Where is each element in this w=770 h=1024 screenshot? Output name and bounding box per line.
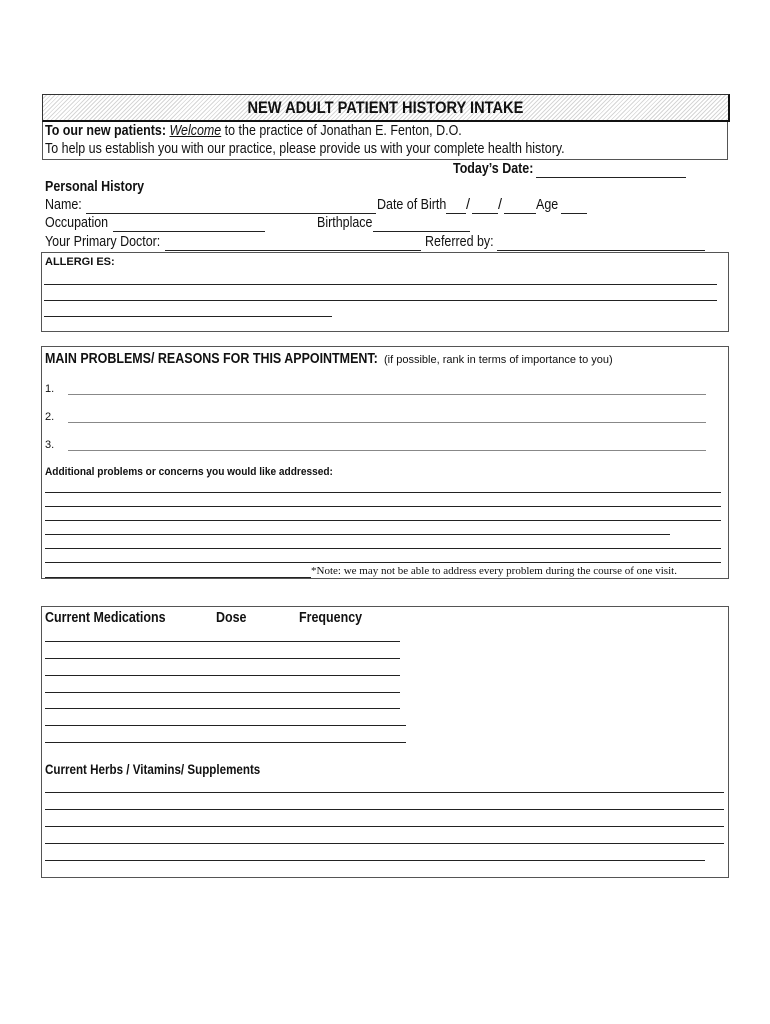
medications-col-dose: Dose (216, 610, 247, 626)
additional-line-6[interactable] (45, 562, 721, 563)
dob-year-field[interactable] (504, 213, 536, 214)
supplements-heading: Current Herbs / Vitamins/ Supplements (45, 762, 261, 777)
medications-col-name: Current Medications (45, 610, 166, 626)
intro-line-1 (45, 123, 530, 139)
medication-line-6[interactable] (45, 725, 406, 726)
age-label: Age (536, 197, 559, 213)
medications-col-frequency: Frequency (299, 610, 363, 626)
intro-welcome: Welcome (169, 123, 222, 139)
allergies-line-2[interactable] (44, 300, 717, 301)
medication-line-7[interactable] (45, 742, 406, 743)
form-title-text: NEW ADULT PATIENT HISTORY INTAKE (247, 98, 524, 117)
personal-history-heading: Personal History (45, 179, 145, 195)
supplement-line-4[interactable] (45, 843, 724, 844)
dob-sep-2: / (498, 197, 503, 213)
referred-by-label: Referred by: (425, 234, 494, 250)
dob-month-field[interactable] (446, 213, 466, 214)
main-problems-box (41, 346, 729, 579)
medication-line-2[interactable] (45, 658, 400, 659)
name-label: Name: (45, 197, 82, 213)
todays-date-label: Today’s Date: (453, 161, 534, 177)
medication-line-4[interactable] (45, 692, 400, 693)
additional-line-5[interactable] (45, 548, 721, 549)
problem-field-1[interactable] (68, 394, 706, 395)
allergies-line-1[interactable] (44, 284, 717, 285)
intro-line-2: To help us establish you with our practice, please provide us with your complete health history. (45, 141, 565, 157)
additional-line-1[interactable] (45, 492, 721, 493)
problem-number-1: 1. (45, 383, 55, 395)
form-title (42, 94, 730, 122)
allergies-heading: ALLERGI ES: (45, 256, 115, 268)
supplement-line-5[interactable] (45, 860, 705, 861)
intro-welcome-rest: to the practice of Jonathan E. Fenton, D.O. (224, 123, 462, 139)
occupation-label: Occupation (45, 215, 109, 231)
referred-by-field[interactable] (497, 250, 705, 251)
dob-day-field[interactable] (472, 213, 498, 214)
problem-number-3: 3. (45, 439, 55, 451)
primary-doctor-field[interactable] (165, 250, 421, 251)
occupation-field[interactable] (113, 231, 265, 232)
age-field[interactable] (561, 213, 587, 214)
additional-line-3[interactable] (45, 520, 721, 521)
intro-greeting: To our new patients: (45, 123, 167, 139)
name-field[interactable] (86, 213, 376, 214)
problems-note: *Note: we may not be able to address every problem during the course of one visit. (311, 565, 677, 577)
main-problems-heading: MAIN PROBLEMS/ REASONS FOR THIS APPOINTMENT: (45, 351, 378, 367)
medication-line-3[interactable] (45, 675, 400, 676)
problem-field-2[interactable] (68, 422, 706, 423)
dob-sep-1: / (466, 197, 471, 213)
todays-date-field[interactable] (536, 177, 686, 178)
problem-number-2: 2. (45, 411, 55, 423)
problem-field-3[interactable] (68, 450, 706, 451)
additional-line-4[interactable] (45, 534, 670, 535)
allergies-line-3[interactable] (44, 316, 332, 317)
supplement-line-1[interactable] (45, 792, 724, 793)
medication-line-5[interactable] (45, 708, 400, 709)
main-problems-hint: (if possible, rank in terms of importance to you) (384, 354, 613, 366)
medication-line-1[interactable] (45, 641, 400, 642)
additional-line-7[interactable] (45, 577, 311, 578)
birthplace-label: Birthplace (317, 215, 373, 231)
additional-line-2[interactable] (45, 506, 721, 507)
primary-doctor-label: Your Primary Doctor: (45, 234, 161, 250)
dob-label: Date of Birth (377, 197, 447, 213)
allergies-box (41, 252, 729, 332)
birthplace-field[interactable] (373, 231, 470, 232)
supplement-line-2[interactable] (45, 809, 724, 810)
supplement-line-3[interactable] (45, 826, 724, 827)
additional-problems-heading: Additional problems or concerns you would like addressed: (45, 466, 333, 478)
